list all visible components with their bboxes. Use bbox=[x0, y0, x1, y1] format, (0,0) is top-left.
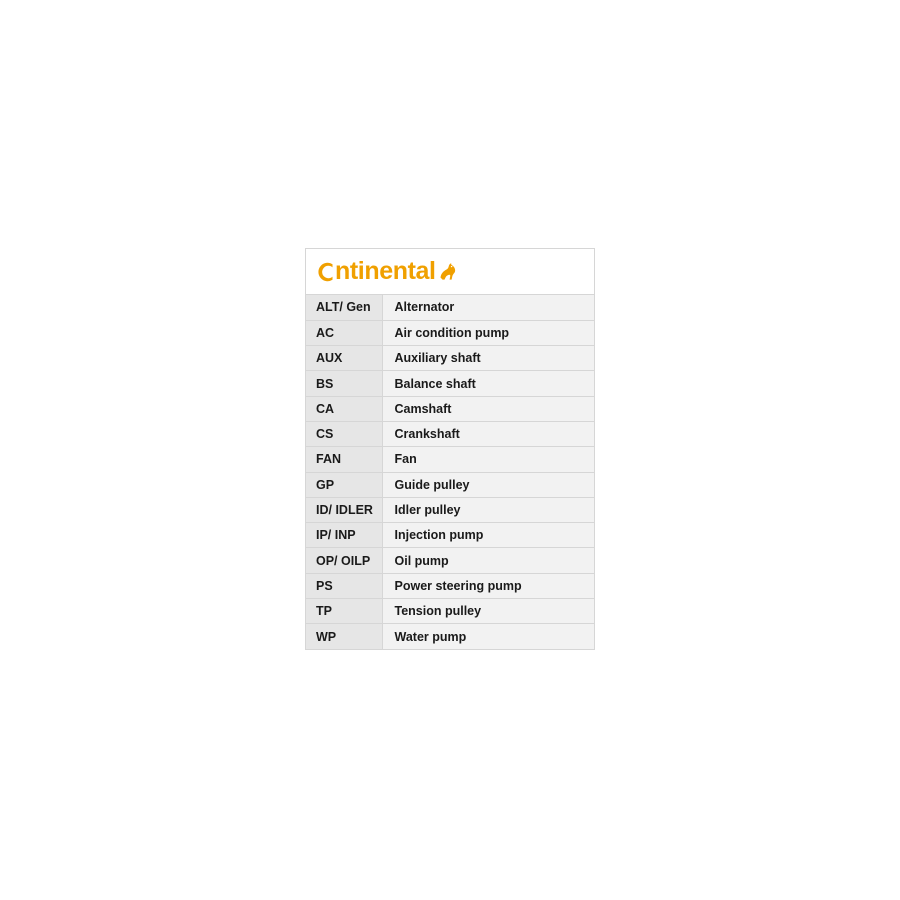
table-row bbox=[306, 573, 594, 598]
table-row bbox=[306, 447, 594, 472]
legend-table-body bbox=[306, 295, 594, 649]
row-desc: Fan bbox=[382, 447, 594, 472]
brand-name-text: ntinental bbox=[335, 256, 436, 285]
table-row bbox=[306, 421, 594, 446]
row-desc: Alternator bbox=[382, 295, 594, 320]
brand-wordmark bbox=[315, 256, 459, 285]
table-row bbox=[306, 523, 594, 548]
row-abbr: OP/ OILP bbox=[306, 548, 382, 573]
table-row bbox=[306, 295, 594, 320]
row-abbr: ALT/ Gen bbox=[306, 295, 382, 320]
row-desc: Camshaft bbox=[382, 396, 594, 421]
row-abbr: CA bbox=[306, 396, 382, 421]
table-row bbox=[306, 548, 594, 573]
row-abbr: TP bbox=[306, 599, 382, 624]
row-abbr: AC bbox=[306, 320, 382, 345]
row-desc: Balance shaft bbox=[382, 371, 594, 396]
brand-header bbox=[306, 249, 594, 295]
row-desc: Air condition pump bbox=[382, 320, 594, 345]
table-row bbox=[306, 472, 594, 497]
row-desc: Idler pulley bbox=[382, 497, 594, 522]
table-row bbox=[306, 599, 594, 624]
row-abbr: WP bbox=[306, 624, 382, 649]
row-desc: Water pump bbox=[382, 624, 594, 649]
table-row bbox=[306, 346, 594, 371]
row-abbr: BS bbox=[306, 371, 382, 396]
row-abbr: CS bbox=[306, 421, 382, 446]
row-desc: Oil pump bbox=[382, 548, 594, 573]
row-desc: Injection pump bbox=[382, 523, 594, 548]
row-abbr: GP bbox=[306, 472, 382, 497]
row-abbr: IP/ INP bbox=[306, 523, 382, 548]
table-row bbox=[306, 320, 594, 345]
row-desc: Auxiliary shaft bbox=[382, 346, 594, 371]
row-desc: Guide pulley bbox=[382, 472, 594, 497]
table-row bbox=[306, 497, 594, 522]
row-desc: Crankshaft bbox=[382, 421, 594, 446]
table-row bbox=[306, 371, 594, 396]
row-desc: Power steering pump bbox=[382, 573, 594, 598]
row-abbr: FAN bbox=[306, 447, 382, 472]
continental-logo bbox=[315, 256, 459, 285]
row-abbr: PS bbox=[306, 573, 382, 598]
legend-card bbox=[305, 248, 595, 650]
row-abbr: AUX bbox=[306, 346, 382, 371]
table-row bbox=[306, 396, 594, 421]
horse-icon bbox=[437, 259, 459, 284]
row-abbr: ID/ IDLER bbox=[306, 497, 382, 522]
abbreviation-legend-table bbox=[306, 295, 594, 650]
row-desc: Tension pulley bbox=[382, 599, 594, 624]
brand-c-glyph bbox=[315, 259, 335, 285]
table-row bbox=[306, 624, 594, 649]
